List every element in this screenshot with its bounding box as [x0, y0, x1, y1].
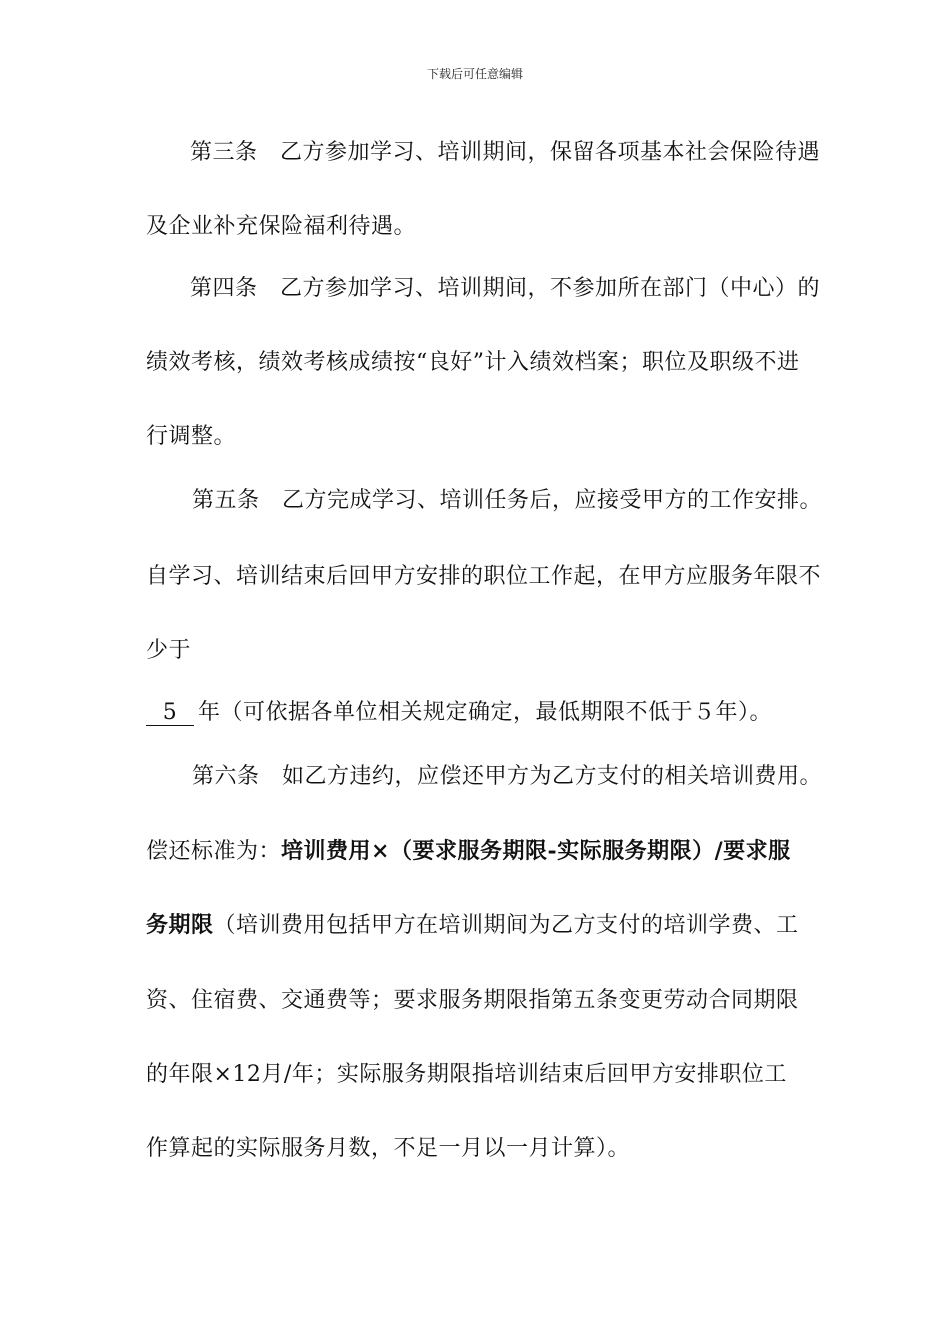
repayment-formula-end: 务期限: [146, 912, 214, 938]
service-years-blank: 5: [146, 701, 194, 726]
service-years-note: 年（可依据各单位相关规定确定，最低期限不低于５年）。: [198, 700, 773, 725]
article-4-line-1: 第四条 乙方参加学习、培训期间，不参加所在部门（中心）的: [190, 276, 821, 301]
article-4-line-3: 行调整。: [146, 424, 237, 449]
page-header: 下载后可任意编辑: [426, 67, 523, 81]
article-5-line-1: 第五条 乙方完成学习、培训任务后，应接受甲方的工作安排。: [192, 488, 823, 513]
article-6-line-3: [146, 910, 799, 941]
article-6-line-4: 资、住宿费、交通费等；要求服务期限指第五条变更劳动合同期限: [146, 988, 799, 1013]
repayment-standard-label: 偿还标准为：: [146, 839, 282, 864]
article-4-line-2: 绩效考核，绩效考核成绩按“良好”计入绩效档案；职位及职级不进: [146, 350, 800, 375]
article-5-line-4: [146, 698, 772, 728]
article-6-line-1: 第六条 如乙方违约，应偿还甲方为乙方支付的相关培训费用。: [192, 764, 823, 789]
repayment-formula: 培训费用×（要求服务期限-实际服务期限）/要求服: [281, 838, 791, 864]
article-6-line-5: 的年限×12月/年；实际服务期限指培训结束后回甲方安排职位工: [146, 1062, 787, 1087]
article-3-line-2: 及企业补充保险福利待遇。: [146, 214, 417, 239]
article-3-line-1: 第三条 乙方参加学习、培训期间，保留各项基本社会保险待遇: [190, 140, 821, 165]
article-5-line-3: 少于: [146, 638, 192, 663]
article-6-line-6: 作算起的实际服务月数，不足一月以一月计算）。: [146, 1136, 631, 1161]
article-6-line-2: [146, 836, 791, 867]
repayment-explanation: （培训费用包括甲方在培训期间为乙方支付的培训学费、工: [213, 913, 799, 938]
article-5-line-2: 自学习、培训结束后回甲方安排的职位工作起，在甲方应服务年限不: [146, 564, 822, 589]
